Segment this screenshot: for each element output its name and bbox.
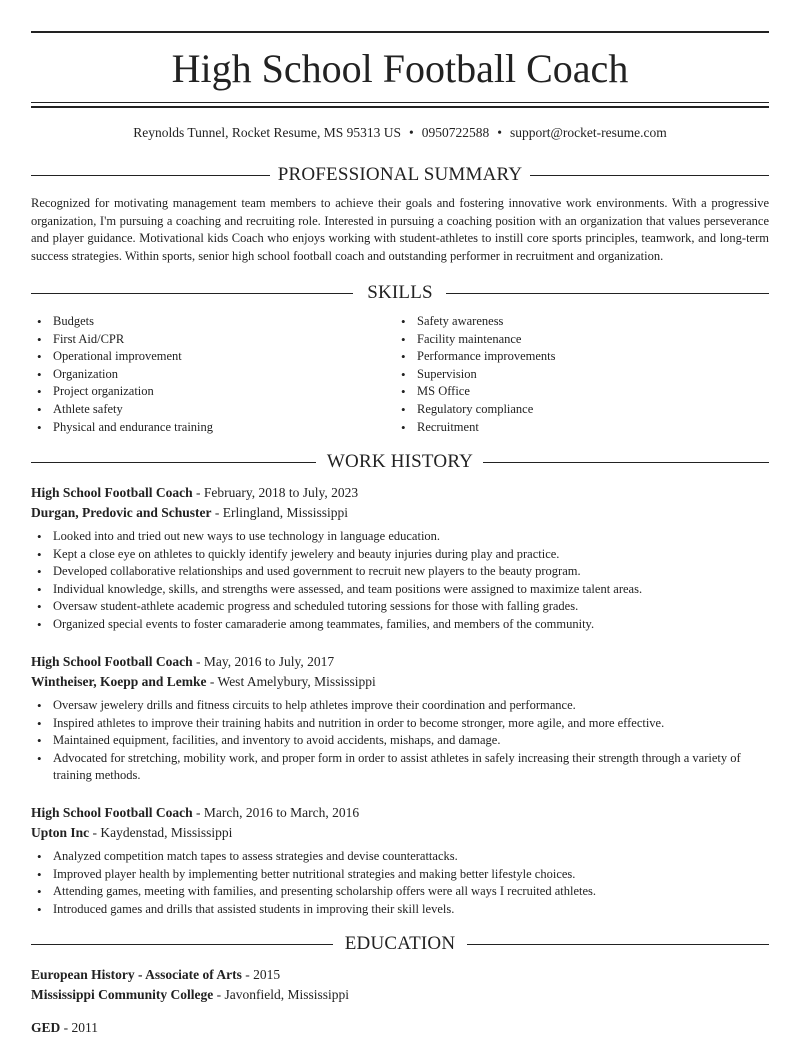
skills-list-left [31,313,391,436]
education-degree: GED [31,1020,61,1035]
job-location: - Kaydenstad, Mississippi [89,824,233,840]
job-company-line [31,503,769,523]
job-entry [31,483,769,634]
education-degree-line [31,965,769,985]
job-title-line [31,652,769,672]
skill-item: • Operational improvement [31,348,391,366]
job-bullet: • Oversaw student-athlete academic progress and scheduled tutoring sessions for those with falling grades. [31,598,769,616]
title-double-rule [31,102,769,108]
job-bullet: • Maintained equipment, facilities, and inventory to avoid accidents, mishaps, and damage. [31,732,769,750]
job-title: High School Football Coach [31,485,193,500]
job-title: High School Football Coach [31,654,193,669]
job-dates: - March, 2016 to March, 2016 [192,805,360,820]
summary-text: Recognized for motivating management team members to achieve their goals and fostering innovative work environments. With a progressive organization, I'm pursuing a coaching and recruiting role. Interested in pursuing a coaching position with an organization that values perseverance and player guidance. Motivational kids Coach who enjoys working with student-athletes to instill core sports principles, teamwork, and long-term success strategies. Within sports, senior high school football coach and outstanding performer in recruitment and organization. [31,196,769,264]
education-degree-line [31,1018,769,1038]
contact-line [31,124,769,142]
skill-item: • Project organization [31,383,391,401]
job-company-line [31,672,769,692]
job-entry [31,652,769,785]
section-title-education: EDUCATION [344,933,456,954]
resume-title: High School Football Coach [171,46,629,91]
skill-item: • Performance improvements [395,348,755,366]
skills-list-right [395,313,755,436]
job-bullet: • Organized special events to foster camaraderie among teammates, families, and members of the community. [31,616,769,634]
skill-item: • Safety awareness [395,313,755,331]
job-bullets [31,528,769,634]
job-bullets [31,697,769,785]
education-degree: European History - Associate of Arts [31,967,242,982]
job-bullets [31,848,769,918]
skill-item: • First Aid/CPR [31,331,391,349]
job-bullet: • Oversaw jewelery drills and fitness circuits to help athletes improve their coordination and performance. [31,697,769,715]
education-year: - 2011 [60,1020,99,1035]
section-header-work [31,450,769,474]
skill-item: • Recruitment [395,419,755,437]
job-bullet: • Individual knowledge, skills, and strengths were assessed, and team positions were assigned to maximize talent areas. [31,581,769,599]
education-entry [31,965,769,1005]
education-school-line [31,985,769,1005]
job-bullet: • Kept a close eye on athletes to quickly identify jewelery and beauty injuries during play and practice. [31,546,769,564]
job-bullet: • Improved player health by implementing better nutritional strategies and making better lifestyle choices. [31,866,769,884]
skill-item: • Supervision [395,366,755,384]
section-title-skills: SKILLS [367,282,433,303]
section-header-skills [31,281,769,305]
education-year: - 2015 [241,967,281,982]
skill-item: • Physical and endurance training [31,419,391,437]
job-bullet: • Advocated for stretching, mobility work, and proper form in order to assist athletes in safely increasing their strength through a variety of training methods. [31,750,769,785]
job-bullet: • Attending games, meeting with families, and presenting scholarship offers were all ways I recruited athletes. [31,883,769,901]
section-title-work: WORK HISTORY [326,451,474,472]
job-dates: - May, 2016 to July, 2017 [192,654,335,669]
job-company: Durgan, Predovic and Schuster [31,504,212,520]
section-header-education [31,932,769,956]
job-company-line [31,823,769,843]
skill-item: • MS Office [395,383,755,401]
job-bullet: • Developed collaborative relationships and used government to recruit new players to the beauty program. [31,563,769,581]
contact-separator: • [497,125,502,140]
section-title-summary: PROFESSIONAL SUMMARY [277,164,523,185]
job-bullet: • Introduced games and drills that assisted students in improving their skill levels. [31,901,769,919]
job-entry [31,803,769,918]
skill-item: • Regulatory compliance [395,401,755,419]
skill-item: • Athlete safety [31,401,391,419]
job-bullet: • Looked into and tried out new ways to use technology in language education. [31,528,769,546]
top-rule [31,31,769,33]
contact-phone: 0950722588 [421,125,490,140]
job-bullet: • Analyzed competition match tapes to assess strategies and devise counterattacks. [31,848,769,866]
job-company: Wintheiser, Koepp and Lemke [31,673,207,689]
education-entry [31,1018,769,1038]
skill-item: • Facility maintenance [395,331,755,349]
job-location: - Erlingland, Mississippi [211,504,349,520]
skill-item: • Organization [31,366,391,384]
education-school: Mississippi Community College [31,987,214,1002]
section-header-summary [31,163,769,187]
job-bullet: • Inspired athletes to improve their training habits and nutrition in order to become stronger, more agile, and more effective. [31,715,769,733]
education-location: - Javonfield, Mississippi [213,987,350,1002]
job-title-line [31,483,769,503]
job-title: High School Football Coach [31,805,193,820]
job-dates: - February, 2018 to July, 2023 [192,485,359,500]
job-company: Upton Inc [31,824,90,840]
job-location: - West Amelybury, Mississippi [206,673,376,689]
skill-item: • Budgets [31,313,391,331]
job-title-line [31,803,769,823]
contact-separator: • [409,125,414,140]
contact-email[interactable]: support@rocket-resume.com [509,125,667,140]
contact-address: Reynolds Tunnel, Rocket Resume, MS 95313 US [133,125,402,140]
